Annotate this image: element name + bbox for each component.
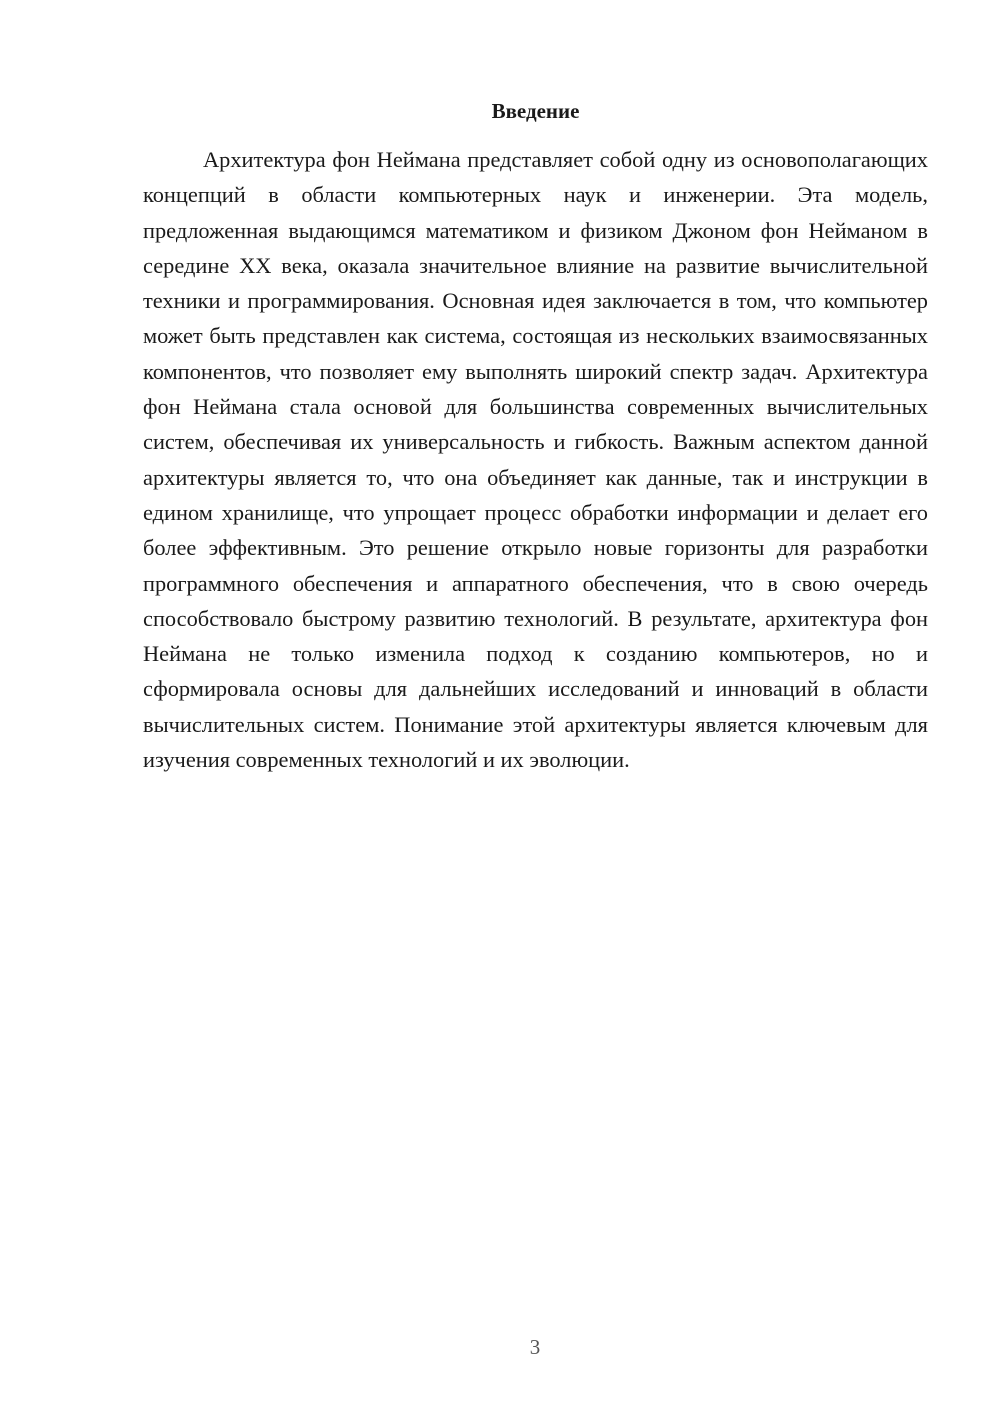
page-number: 3	[529, 1335, 541, 1359]
section-heading: Введение	[491, 99, 580, 123]
body-paragraph: Архитектура фон Неймана представляет собой одну из основополагающих концепций в области компьютерных наук и инженерии. Эта модель, предложенная выдающимся математиком и физиком Джоном фон Нейманом в середине XX века, оказала значительное влияние на развитие вычислительной техники и программирования. Основная идея заключается в том, что компьютер может быть представлен как система, состоящая из нескольких взаимосвязанных компонентов, что позволяет ему выполнять широкий спектр задач. Архитектура фон Неймана стала основой для большинства современных вычислительных систем, обеспечивая их универсальность и гибкость. Важным аспектом данной архитектуры является то, что она объединяет как данные, так и инструкции в едином хранилище, что упрощает процесс обработки информации и делает его более эффективным. Это решение открыло новые горизонты для разработки программного обеспечения и аппаратного обеспечения, что в свою очередь способствовало быстрому развитию технологий. В результате, архитектура фон Неймана не только изменила подход к созданию компьютеров, но и сформировала основы для дальнейших исследований и инноваций в области вычислительных систем. Понимание этой архитектуры является ключевым для изучения современных технологий и их эволюции.	[143, 147, 928, 773]
